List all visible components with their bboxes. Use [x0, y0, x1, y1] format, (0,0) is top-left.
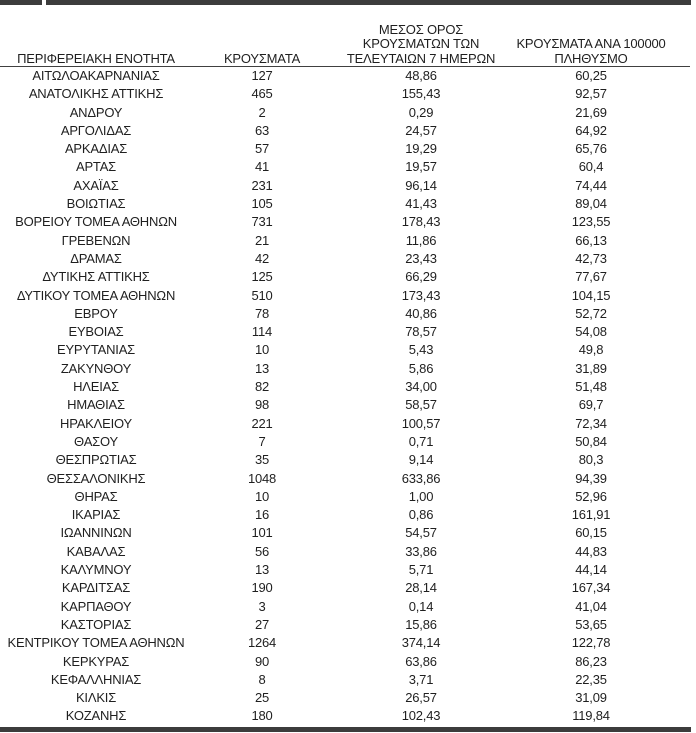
table-row [0, 579, 690, 597]
cell-region: ΘΑΣΟΥ [74, 433, 118, 449]
cell-region: ΘΕΣΣΑΛΟΝΙΚΗΣ [46, 470, 146, 486]
cell-cases: 8 [258, 671, 266, 687]
cell-per-100000: 60,15 [575, 525, 607, 541]
cell-7day-average: 155,43 [401, 86, 441, 102]
cell-cases: 57 [254, 141, 270, 157]
cell-per-100000: 64,92 [575, 122, 607, 138]
table-row [0, 268, 690, 286]
cell-per-100000: 72,34 [575, 415, 607, 431]
table-row [0, 323, 690, 341]
cell-region: ΚΑΡΠΑΘΟΥ [60, 598, 132, 614]
cell-7day-average: 15,86 [405, 616, 437, 632]
cell-per-100000: 80,3 [578, 452, 604, 468]
cell-region: ΚΑΒΑΛΑΣ [66, 543, 126, 559]
cell-per-100000: 69,7 [578, 397, 604, 413]
cell-7day-average: 58,57 [405, 397, 437, 413]
table-row [0, 360, 690, 378]
cell-7day-average: 19,29 [405, 141, 437, 157]
cell-cases: 3 [258, 598, 266, 614]
cell-cases: 1048 [247, 470, 277, 486]
table-row [0, 122, 690, 140]
cell-region: ΑΙΤΩΛΟΑΚΑΡΝΑΝΙΑΣ [32, 68, 160, 83]
cell-region: ΘΗΡΑΣ [74, 488, 118, 504]
cell-region: ΓΡΕΒΕΝΩΝ [61, 232, 131, 248]
cell-region: ΚΟΖΑΝΗΣ [65, 708, 127, 724]
cell-cases: 7 [258, 433, 266, 449]
cell-7day-average: 0,71 [408, 433, 434, 449]
cell-region: ΕΥΡΥΤΑΝΙΑΣ [56, 342, 136, 358]
cell-region: ΚΕΝΤΡΙΚΟΥ ΤΟΜΕΑ ΑΘΗΝΩΝ [7, 635, 185, 651]
cell-cases: 10 [254, 342, 270, 358]
cell-cases: 127 [251, 68, 273, 83]
table-row [0, 287, 690, 305]
cell-7day-average: 5,86 [408, 360, 434, 376]
header-line: ΚΡΟΥΣΜΑΤΑ [223, 50, 301, 66]
cell-per-100000: 22,35 [575, 671, 607, 687]
table-body [0, 67, 690, 726]
cell-7day-average: 40,86 [405, 305, 437, 321]
table-row [0, 689, 690, 707]
cell-cases: 82 [254, 379, 270, 395]
cell-per-100000: 41,04 [575, 598, 607, 614]
cell-per-100000: 44,14 [575, 562, 607, 578]
cell-per-100000: 119,84 [572, 708, 610, 724]
cell-7day-average: 33,86 [405, 543, 437, 559]
cell-cases: 465 [251, 86, 273, 102]
cell-region: ΑΝΑΤΟΛΙΚΗΣ ΑΤΤΙΚΗΣ [28, 86, 164, 102]
table-row [0, 140, 690, 158]
header-line: ΜΕΣΟΣ ΟΡΟΣ [378, 21, 464, 37]
cell-cases: 105 [251, 196, 273, 212]
cell-7day-average: 0,86 [408, 507, 434, 523]
cell-cases: 25 [254, 690, 270, 706]
cell-region: ΔΥΤΙΚΟΥ ΤΟΜΕΑ ΑΘΗΝΩΝ [16, 287, 176, 303]
cell-cases: 510 [251, 287, 273, 303]
table-header [0, 5, 690, 67]
cell-7day-average: 66,29 [405, 269, 437, 285]
table-row [0, 341, 690, 359]
cell-per-100000: 92,57 [575, 86, 607, 102]
cell-cases: 190 [251, 580, 273, 596]
cell-per-100000: 60,4 [578, 159, 604, 175]
table-row [0, 433, 690, 451]
regional-cases-table [0, 5, 690, 726]
column-header-per-100000 [510, 5, 690, 67]
cell-7day-average: 100,57 [401, 415, 441, 431]
cell-7day-average: 633,86 [401, 470, 441, 486]
cell-7day-average: 28,14 [405, 580, 437, 596]
cell-per-100000: 51,48 [575, 379, 607, 395]
cell-7day-average: 34,00 [405, 379, 437, 395]
cell-region: ΔΥΤΙΚΗΣ ΑΤΤΙΚΗΣ [42, 269, 150, 285]
table-row [0, 488, 690, 506]
cell-per-100000: 49,8 [578, 342, 604, 358]
cell-cases: 101 [251, 525, 273, 541]
cell-per-100000: 104,15 [571, 287, 611, 303]
header-line: ΠΕΡΙΦΕΡΕΙΑΚΗ ΕΝΟΤΗΤΑ [17, 50, 175, 66]
cell-cases: 35 [254, 452, 270, 468]
cell-7day-average: 0,14 [408, 598, 434, 614]
cell-region: ΗΛΕΙΑΣ [73, 379, 119, 395]
cell-7day-average: 3,71 [408, 671, 434, 687]
cell-region: ΑΡΤΑΣ [75, 159, 117, 175]
header-line: ΚΡΟΥΣΜΑΤΩΝ ΤΩΝ [362, 36, 480, 51]
cell-7day-average: 78,57 [405, 324, 437, 340]
cell-cases: 90 [254, 653, 270, 669]
table-row [0, 104, 690, 122]
cell-region: ΕΒΡΟΥ [74, 305, 118, 321]
cell-per-100000: 60,25 [575, 68, 607, 83]
cell-region: ΑΧΑΪΑΣ [73, 177, 119, 193]
cell-per-100000: 54,08 [575, 324, 607, 340]
cell-cases: 16 [254, 507, 270, 523]
cell-7day-average: 1,00 [408, 488, 434, 504]
cell-region: ΗΜΑΘΙΑΣ [67, 397, 125, 413]
cell-cases: 56 [254, 543, 270, 559]
cell-7day-average: 19,57 [405, 159, 437, 175]
cell-region: ΘΕΣΠΡΩΤΙΑΣ [55, 452, 137, 468]
table-row [0, 177, 690, 195]
header-row [0, 5, 690, 67]
cell-cases: 731 [251, 214, 273, 230]
cell-cases: 27 [254, 616, 270, 632]
table-row [0, 378, 690, 396]
table-row [0, 524, 690, 542]
header-line: ΤΕΛΕΥΤΑΙΩΝ 7 ΗΜΕΡΩΝ [346, 50, 496, 66]
cell-7day-average: 374,14 [401, 635, 441, 651]
cell-region: ΗΡΑΚΛΕΙΟΥ [60, 415, 132, 431]
cell-7day-average: 48,86 [405, 68, 437, 83]
cell-per-100000: 167,34 [571, 580, 611, 596]
cell-per-100000: 52,72 [575, 305, 607, 321]
cell-7day-average: 102,43 [401, 708, 441, 724]
cell-per-100000: 52,96 [575, 488, 607, 504]
table-row [0, 250, 690, 268]
cell-7day-average: 41,43 [405, 196, 437, 212]
column-header-region [0, 5, 192, 67]
cell-cases: 231 [251, 177, 273, 193]
column-header-cases [192, 5, 332, 67]
cell-region: ΖΑΚΥΝΘΟΥ [60, 360, 132, 376]
cell-per-100000: 44,83 [575, 543, 607, 559]
header-line: ΚΡΟΥΣΜΑΤΑ ΑΝΑ 100000 [516, 36, 666, 51]
table-row [0, 543, 690, 561]
cell-region: ΚΕΦΑΛΛΗΝΙΑΣ [50, 671, 142, 687]
cell-per-100000: 21,69 [575, 104, 607, 120]
cell-7day-average: 9,14 [408, 452, 434, 468]
cell-per-100000: 123,55 [571, 214, 611, 230]
cell-cases: 78 [254, 305, 270, 321]
table-row [0, 415, 690, 433]
table-row [0, 561, 690, 579]
cell-per-100000: 31,89 [575, 360, 607, 376]
cell-7day-average: 54,57 [405, 525, 437, 541]
cell-region: ΑΝΔΡΟΥ [69, 104, 123, 120]
table-row [0, 506, 690, 524]
bottom-rule [0, 727, 691, 732]
cell-region: ΒΟΡΕΙΟΥ ΤΟΜΕΑ ΑΘΗΝΩΝ [15, 214, 177, 230]
table-row [0, 213, 690, 231]
cell-cases: 114 [251, 324, 273, 340]
cell-7day-average: 96,14 [405, 177, 437, 193]
cell-per-100000: 66,13 [575, 232, 607, 248]
cell-region: ΚΑΡΔΙΤΣΑΣ [61, 580, 131, 596]
cell-per-100000: 122,78 [571, 635, 611, 651]
table-row [0, 653, 690, 671]
cell-cases: 13 [254, 360, 270, 376]
table-row [0, 470, 690, 488]
cell-per-100000: 65,76 [575, 141, 607, 157]
cell-7day-average: 5,71 [408, 562, 434, 578]
cell-cases: 98 [254, 397, 270, 413]
cell-cases: 221 [251, 415, 273, 431]
cell-cases: 10 [254, 488, 270, 504]
table-row [0, 634, 690, 652]
cell-cases: 63 [254, 122, 270, 138]
cell-cases: 2 [258, 104, 266, 120]
cell-7day-average: 63,86 [405, 653, 437, 669]
cell-7day-average: 178,43 [401, 214, 441, 230]
cell-7day-average: 11,86 [405, 232, 437, 248]
cell-region: ΙΩΑΝΝΙΝΩΝ [60, 525, 132, 541]
cell-cases: 42 [254, 250, 270, 266]
cell-cases: 41 [254, 159, 270, 175]
cell-region: ΚΕΡΚΥΡΑΣ [62, 653, 130, 669]
table-row [0, 707, 690, 725]
cell-7day-average: 5,43 [408, 342, 434, 358]
cell-7day-average: 26,57 [405, 690, 437, 706]
cell-per-100000: 77,67 [575, 269, 607, 285]
table-row [0, 67, 690, 86]
cell-7day-average: 0,29 [408, 104, 434, 120]
table-row [0, 671, 690, 689]
header-line: ΠΛΗΘΥΣΜΟ [554, 50, 628, 66]
column-header-7day-average [332, 5, 510, 67]
table-row [0, 305, 690, 323]
cell-per-100000: 161,91 [571, 507, 611, 523]
cell-per-100000: 42,73 [575, 250, 607, 266]
cell-region: ΚΑΣΤΟΡΙΑΣ [60, 616, 132, 632]
table-row [0, 232, 690, 250]
cell-region: ΙΚΑΡΙΑΣ [71, 507, 121, 523]
table-row [0, 598, 690, 616]
cell-region: ΔΡΑΜΑΣ [70, 250, 122, 266]
cell-per-100000: 86,23 [575, 653, 607, 669]
cell-7day-average: 23,43 [405, 250, 437, 266]
cell-cases: 1264 [247, 635, 277, 651]
cell-per-100000: 53,65 [575, 616, 607, 632]
table-row [0, 158, 690, 176]
cell-region: ΕΥΒΟΙΑΣ [68, 324, 124, 340]
cell-region: ΒΟΙΩΤΙΑΣ [66, 196, 126, 212]
table-row [0, 396, 690, 414]
cell-cases: 125 [251, 269, 273, 285]
table-row [0, 85, 690, 103]
cell-cases: 180 [251, 708, 273, 724]
cell-7day-average: 173,43 [401, 287, 441, 303]
table-row [0, 616, 690, 634]
cell-per-100000: 31,09 [575, 690, 607, 706]
cell-region: ΚΙΛΚΙΣ [75, 690, 117, 706]
cell-region: ΑΡΚΑΔΙΑΣ [64, 141, 128, 157]
cell-7day-average: 24,57 [405, 122, 437, 138]
cell-region: ΚΑΛΥΜΝΟΥ [60, 562, 132, 578]
table-row [0, 195, 690, 213]
cell-cases: 13 [254, 562, 270, 578]
cell-cases: 21 [254, 232, 270, 248]
cell-per-100000: 50,84 [575, 433, 607, 449]
cell-region: ΑΡΓΟΛΙΔΑΣ [60, 122, 132, 138]
table-row [0, 451, 690, 469]
cell-per-100000: 74,44 [575, 177, 607, 193]
cell-per-100000: 89,04 [575, 196, 607, 212]
cell-per-100000: 94,39 [575, 470, 607, 486]
